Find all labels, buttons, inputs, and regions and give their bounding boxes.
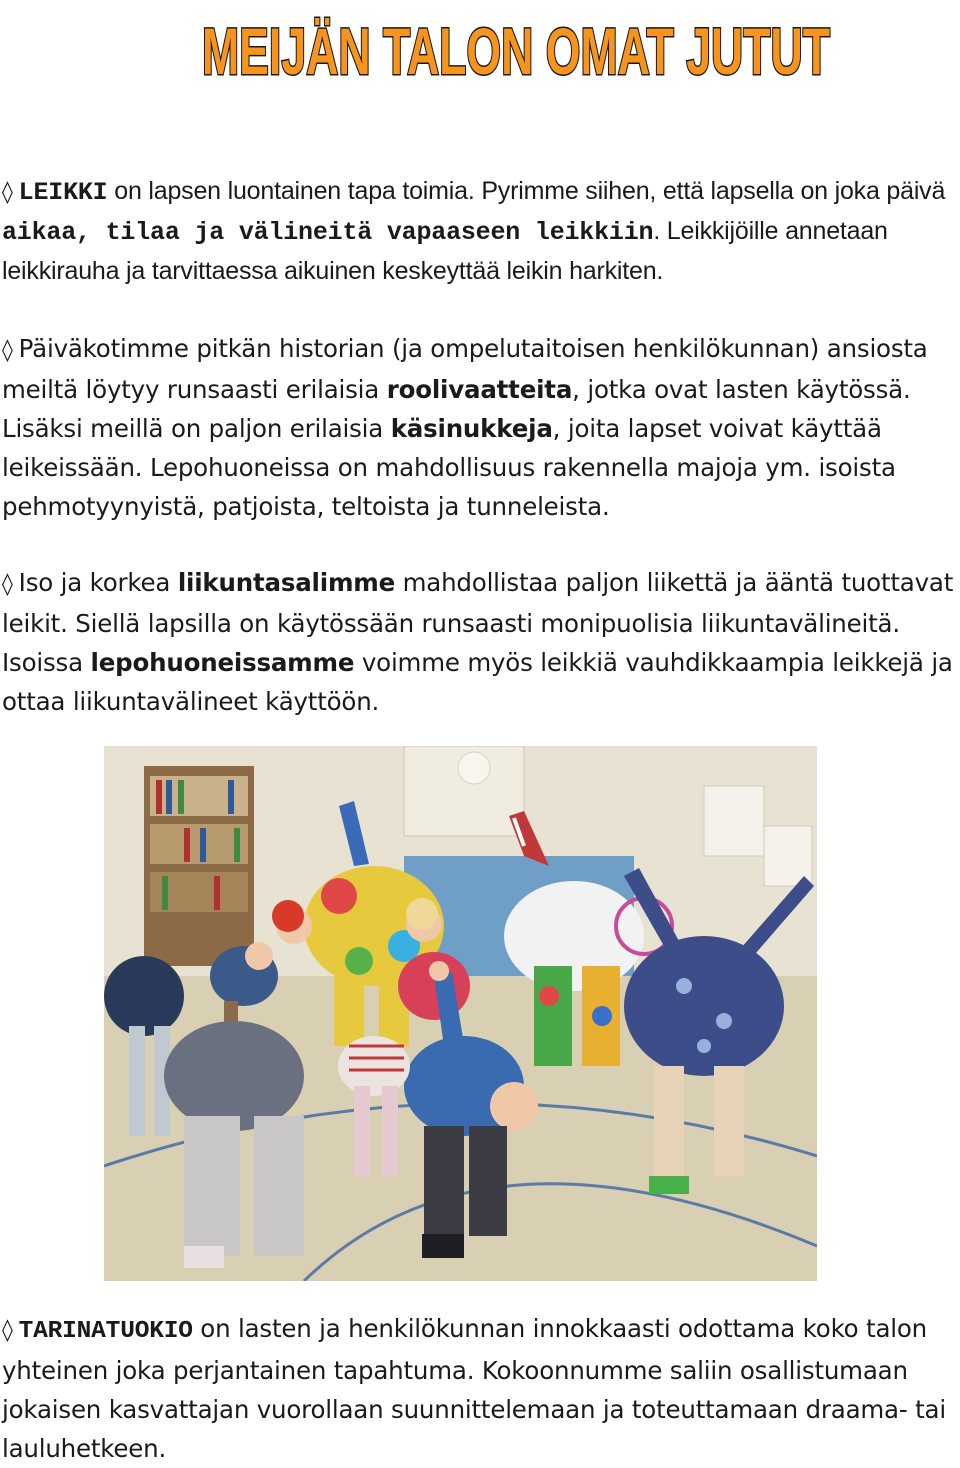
text-run: voimme myös leikkiä vauhdikkaampia leikkejä ja ottaa liikuntavälineet käyttöön. bbox=[2, 648, 953, 716]
diamond-bullet-icon: ◊ bbox=[2, 572, 13, 597]
text-run: . Leikkijöille annetaan leikkirauha ja tarvittaessa aikuinen keskeyttää leikin harkiten. bbox=[2, 217, 888, 285]
text-run: on lasten ja henkilökunnan innokkaasti odottama koko talon yhteinen joka perjantainen tapahtuma. Kokoonnumme saliin osallistumaan jokaisen kasvattajan vuorollaan suunnittelemaan ja toteuttamaan draama- tai lauluhetkeen. bbox=[2, 1314, 946, 1463]
text-run: Päiväkotimme pitkän historian (ja ompelutaitoisen henkilökunnan) ansiosta meiltä löytyy runsaasti erilaisia bbox=[2, 334, 928, 404]
term-roolivaatteita: roolivaatteita bbox=[386, 375, 573, 404]
paragraph-liikuntasali bbox=[2, 563, 954, 721]
text-run: , jotka ovat lasten käytössä. Lisäksi meillä on paljon erilaisia bbox=[2, 375, 911, 443]
term-leikki: LEIKKI bbox=[18, 178, 108, 207]
term-tarinatuokio: TARINATUOKIO bbox=[18, 1318, 193, 1345]
diamond-bullet-icon: ◊ bbox=[2, 180, 13, 205]
page-title-text: MEIJÄN TALON OMAT JUTUT bbox=[202, 14, 830, 88]
text-run: Iso ja korkea bbox=[18, 568, 178, 597]
paragraph-roolivaatteet bbox=[2, 329, 954, 526]
term-liikuntasalimme: liikuntasalimme bbox=[177, 568, 396, 597]
paragraph-tarinatuokio bbox=[2, 1309, 954, 1468]
term-leikkiin: aikaa, tilaa ja välineitä vapaaseen leikkiin bbox=[2, 218, 654, 247]
paragraph-leikki bbox=[2, 172, 954, 291]
text-run: , joita lapset voivat käyttää leikeissään. Lepohuoneissa on mahdollisuus rakennella majoja ym. isoista pehmotyynyistä, patjoista, teltoista ja tunneleista. bbox=[2, 414, 896, 521]
page-title-graphic bbox=[0, 0, 960, 90]
diamond-bullet-icon: ◊ bbox=[2, 1318, 13, 1343]
text-run: on lapsen luontainen tapa toimia. Pyrimme siihen, että lapsella on joka päivä bbox=[107, 177, 946, 205]
diamond-bullet-icon: ◊ bbox=[2, 338, 13, 363]
term-lepohuoneissamme: lepohuoneissamme bbox=[90, 648, 355, 677]
page-title bbox=[0, 0, 960, 90]
term-kasinukkeja: käsinukkeja bbox=[390, 414, 553, 443]
text-run: mahdollistaa paljon liikettä ja ääntä tuottavat leikit. Siellä lapsilla on käytössään runsaasti monipuolisia liikuntavälineitä. Isoissa bbox=[2, 568, 954, 677]
children-exercising-photo bbox=[104, 746, 817, 1281]
photo-illustration bbox=[104, 746, 817, 1281]
